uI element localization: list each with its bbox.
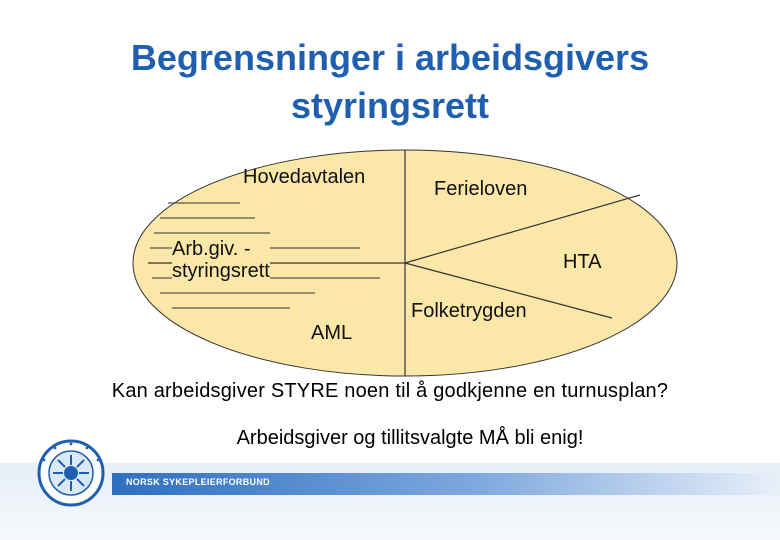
question-text: Kan arbeidsgiver STYRE noen til å godkjenne en turnusplan? <box>111 380 669 402</box>
footer-brand-text: NORSK SYKEPLEIERFORBUND <box>126 477 270 487</box>
label-folketrygden: Folketrygden <box>411 300 527 322</box>
label-aml: AML <box>311 322 353 344</box>
label-arbgiv-line1: Arb.giv. - <box>172 238 251 260</box>
organization-logo-icon <box>36 438 106 508</box>
label-arbgiv-line2: styringsrett <box>172 260 270 282</box>
answer-text: Arbeidsgiver og tillitsvalgte MÅ bli enig! <box>236 427 584 449</box>
label-hta: HTA <box>563 251 602 273</box>
title-line-1: Begrensninger i arbeidsgivers <box>130 37 650 78</box>
label-ferieloven: Ferieloven <box>434 178 528 200</box>
label-hovedavtalen: Hovedavtalen <box>243 166 366 188</box>
title-line-2: styringsrett <box>290 85 490 126</box>
label-arbgiv <box>172 238 270 282</box>
